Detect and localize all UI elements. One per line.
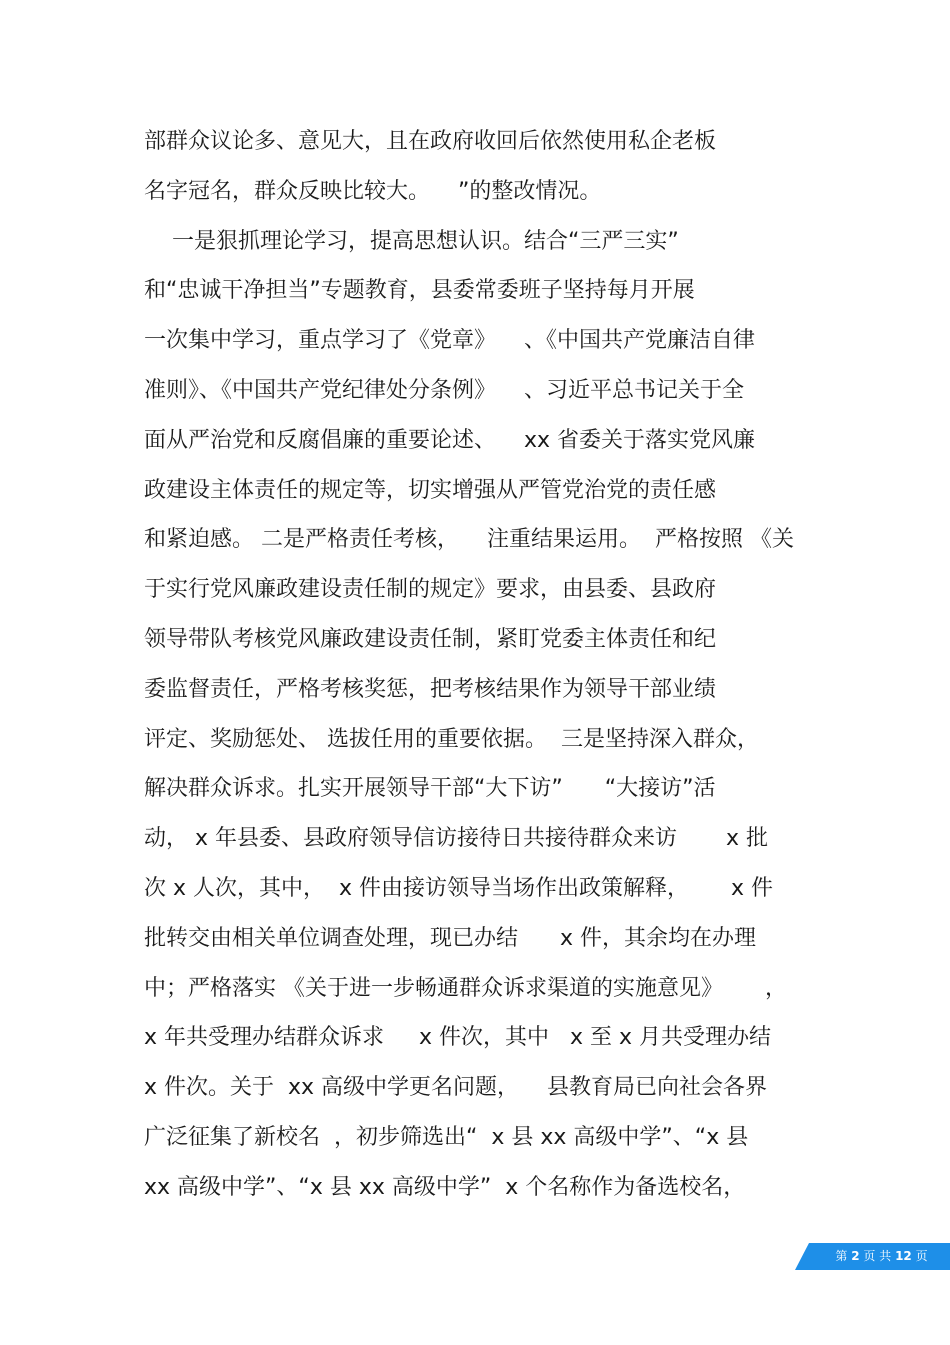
paragraph-line: 动， x 年县委、县政府领导信访接待日共接待群众来访 x 批	[144, 826, 768, 852]
paragraph-line: 评定、奖励惩处、 选拔任用的重要依据。 三是坚持深入群众，	[144, 726, 759, 752]
current-page-number: 2	[851, 1249, 860, 1263]
paragraph-line: x 件次。关于 xx 高级中学更名问题， 县教育局已向社会各界	[144, 1075, 768, 1101]
paragraph-line: xx 高级中学”、“x 县 xx 高级中学” x 个名称作为备选校名，	[144, 1174, 746, 1200]
page-indicator	[795, 1243, 950, 1270]
paragraph-line: 领导带队考核党风廉政建设责任制，紧盯党委主体责任和纪	[144, 627, 717, 652]
paragraph-line: 政建设主体责任的规定等，切实增强从严管党治党的责任感	[144, 477, 717, 503]
paragraph-line: 次 x 人次，其中， x 件由接访领导当场作出政策解释， x 件	[144, 876, 773, 901]
paragraph-line: 和紧迫感。 二是严格责任考核， 注重结果运用。 严格按照 《关	[144, 527, 794, 553]
paragraph-line: 解决群众诉求。扎实开展领导干部“大下访” “大接访”活	[144, 776, 716, 802]
paragraph-line: 部群众议论多、意见大，且在政府收回后依然使用私企老板	[144, 129, 717, 154]
paragraph-line: 名字冠名，群众反映比较大。 ”的整改情况。	[144, 178, 602, 204]
paragraph-line: 于实行党风廉政建设责任制的规定》要求，由县委、县政府	[144, 577, 717, 603]
total-page-count: 12	[895, 1249, 912, 1263]
paragraph-line: 批转交由相关单位调查处理，现已办结 x 件，其余均在办理	[144, 925, 756, 951]
paragraph-line: 委监督责任，严格考核奖惩，把考核结果作为领导干部业绩	[144, 676, 717, 702]
page-indicator-text: 第 2 页 共 12 页	[835, 1249, 928, 1263]
paragraph-line: 一次集中学习，重点学习了《党章》 、《中国共产党廉洁自律	[144, 328, 755, 354]
paragraph-line: 面从严治党和反腐倡廉的重要论述、 xx 省委关于落实党风廉	[144, 427, 756, 453]
paragraph-line: 一是狠抓理论学习，提高思想认识。结合“三严三实”	[144, 228, 679, 254]
paragraph-line: 广泛征集了新校名 ，初步筛选出“ x 县 xx 高级中学”、“x 县	[144, 1125, 749, 1150]
paragraph-line: 准则》、《中国共产党纪律处分条例》 、习近平总书记关于全	[144, 378, 744, 403]
paragraph-line: 中；严格落实 《关于进一步畅通群众诉求渠道的实施意见》 ，	[144, 975, 787, 1001]
paragraph-line: 和“忠诚干净担当”专题教育，县委常委班子坚持每月开展	[144, 278, 695, 304]
paragraph-line: x 年共受理办结群众诉求 x 件次，其中 x 至 x 月共受理办结	[144, 1025, 771, 1051]
